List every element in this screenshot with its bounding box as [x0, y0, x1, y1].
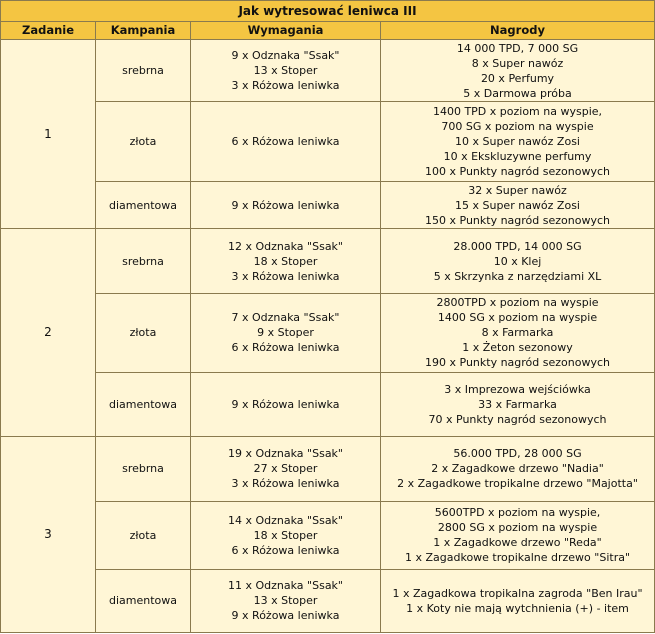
requirement-item: 18 x Stoper	[253, 254, 318, 268]
campaign-cell: złota	[96, 293, 191, 372]
task-number: 1	[1, 40, 96, 229]
campaign-cell: srebrna	[96, 40, 191, 102]
requirement-item: 9 x Odznaka "Ssak"	[231, 49, 340, 63]
requirement-item: 13 x Stoper	[253, 64, 318, 78]
requirements-cell	[191, 181, 381, 229]
reward-item: 1 x Zagadkowe tropikalne drzewo "Sitra"	[404, 551, 631, 565]
requirement-item: 14 x Odznaka "Ssak"	[228, 513, 343, 527]
campaign-cell: srebrna	[96, 229, 191, 293]
requirements-cell	[191, 437, 381, 501]
campaign-cell: diamentowa	[96, 373, 191, 437]
requirement-item: 13 x Stoper	[253, 594, 318, 608]
requirement-item: 6 x Różowa leniwka	[231, 134, 340, 148]
reward-item: 2 x Zagadkowe tropikalne drzewo "Majotta"	[397, 477, 638, 491]
requirement-item: 9 x Różowa leniwka	[231, 198, 340, 212]
requirement-item: 19 x Odznaka "Ssak"	[228, 447, 343, 461]
table-row	[1, 181, 655, 229]
reward-item: 15 x Super nawóz Zosi	[455, 198, 580, 212]
reward-item: 5 x Darmowa próba	[463, 86, 572, 100]
reward-item: 5 x Skrzynka z narzędziami XL	[433, 269, 602, 283]
campaign-cell: złota	[96, 501, 191, 569]
reward-item: 70 x Punkty nagród sezonowych	[428, 413, 607, 427]
table-row	[1, 569, 655, 632]
rewards-cell	[381, 181, 655, 229]
reward-item: 3 x Imprezowa wejściówka	[444, 383, 591, 397]
requirements-cell	[191, 102, 381, 181]
header-rewards: Nagrody	[381, 22, 655, 40]
reward-item: 1 x Zagadkowa tropikalna zagroda "Ben Irau"	[392, 586, 643, 600]
reward-item: 10 x Ekskluzywne perfumy	[443, 149, 592, 163]
requirement-item: 6 x Różowa leniwka	[231, 341, 340, 355]
reward-item: 1 x Koty nie mają wytchnienia (+) - item	[406, 601, 629, 615]
table-row	[1, 437, 655, 501]
rewards-cell	[381, 40, 655, 102]
reward-item: 8 x Super nawóz	[471, 56, 564, 70]
reward-item: 14 000 TPD, 7 000 SG	[456, 41, 579, 55]
reward-item: 10 x Klej	[493, 254, 542, 268]
table-title: Jak wytresować leniwca III	[1, 1, 655, 22]
rewards-cell	[381, 437, 655, 501]
requirement-item: 27 x Stoper	[253, 462, 318, 476]
campaign-cell: diamentowa	[96, 569, 191, 632]
requirement-item: 12 x Odznaka "Ssak"	[228, 239, 343, 253]
reward-item: 32 x Super nawóz	[468, 183, 567, 197]
reward-item: 1 x Zagadkowe drzewo "Reda"	[433, 536, 602, 550]
requirement-item: 7 x Odznaka "Ssak"	[231, 311, 340, 325]
requirement-item: 6 x Różowa leniwka	[231, 543, 340, 557]
reward-item: 1400 TPD x poziom na wyspie,	[432, 104, 603, 118]
reward-item: 2800TPD x poziom na wyspie	[436, 296, 599, 310]
reward-item: 190 x Punkty nagród sezonowych	[425, 356, 610, 370]
requirements-cell	[191, 373, 381, 437]
requirements-cell	[191, 569, 381, 632]
requirement-item: 3 x Różowa leniwka	[231, 269, 340, 283]
table-row	[1, 102, 655, 181]
requirements-cell	[191, 293, 381, 372]
requirement-item: 11 x Odznaka "Ssak"	[228, 579, 343, 593]
requirements-cell	[191, 40, 381, 102]
requirement-item: 18 x Stoper	[253, 528, 318, 542]
reward-item: 28.000 TPD, 14 000 SG	[453, 239, 582, 253]
campaign-cell: srebrna	[96, 437, 191, 501]
requirement-item: 3 x Różowa leniwka	[231, 477, 340, 491]
reward-item: 33 x Farmarka	[478, 398, 557, 412]
task-number: 3	[1, 437, 96, 633]
reward-item: 5600TPD x poziom na wyspie,	[434, 506, 601, 520]
reward-item: 8 x Farmarka	[481, 326, 554, 340]
requirement-item: 9 x Stoper	[257, 326, 314, 340]
requirements-cell	[191, 229, 381, 293]
reward-item: 56.000 TPD, 28 000 SG	[453, 447, 582, 461]
reward-item: 1 x Żeton sezonowy	[462, 341, 573, 355]
reward-item: 10 x Super nawóz Zosi	[455, 134, 580, 148]
rewards-cell	[381, 501, 655, 569]
reward-item: 100 x Punkty nagród sezonowych	[425, 164, 610, 178]
header-campaign: Kampania	[96, 22, 191, 40]
rewards-cell	[381, 569, 655, 632]
requirements-cell	[191, 501, 381, 569]
reward-item: 20 x Perfumy	[480, 71, 555, 85]
rewards-cell	[381, 293, 655, 372]
reward-item: 700 SG x poziom na wyspie	[441, 119, 594, 133]
table-row	[1, 293, 655, 372]
reward-item: 1400 SG x poziom na wyspie	[437, 311, 598, 325]
rewards-cell	[381, 373, 655, 437]
table-row	[1, 501, 655, 569]
reward-item: 2 x Zagadkowe drzewo "Nadia"	[431, 462, 604, 476]
rewards-cell	[381, 102, 655, 181]
reward-item: 2800 SG x poziom na wyspie	[437, 521, 598, 535]
header-task: Zadanie	[1, 22, 96, 40]
requirement-item: 3 x Różowa leniwka	[231, 79, 340, 93]
table-row	[1, 40, 655, 102]
requirement-item: 9 x Różowa leniwka	[231, 609, 340, 623]
header-requirements: Wymagania	[191, 22, 381, 40]
table-row	[1, 373, 655, 437]
rewards-cell	[381, 229, 655, 293]
task-number: 2	[1, 229, 96, 437]
reward-item: 150 x Punkty nagród sezonowych	[425, 213, 610, 227]
table-row	[1, 229, 655, 293]
requirement-item: 9 x Różowa leniwka	[231, 398, 340, 412]
campaign-cell: złota	[96, 102, 191, 181]
campaign-cell: diamentowa	[96, 181, 191, 229]
